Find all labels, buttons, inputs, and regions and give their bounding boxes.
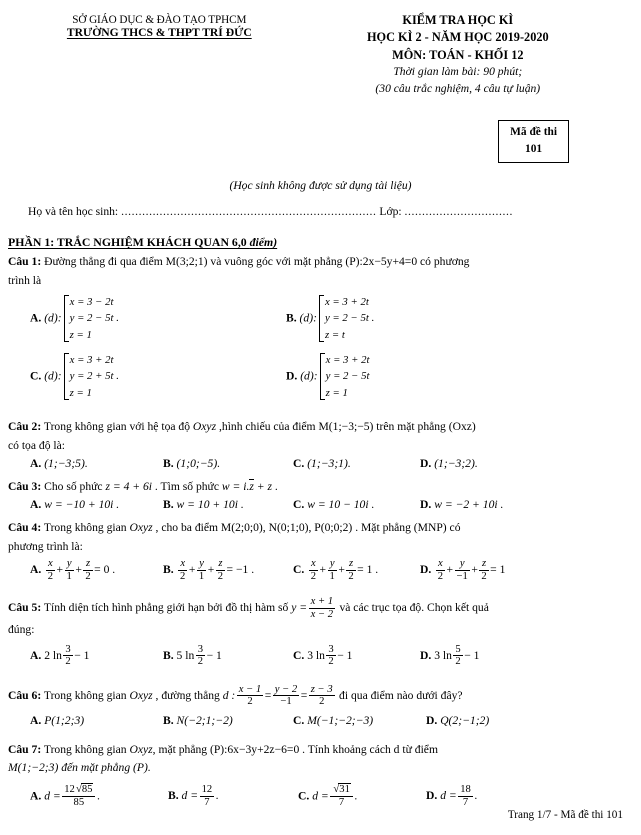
question-2-options — [8, 457, 629, 474]
question-3-option-c[interactable] — [293, 498, 374, 511]
question-5-options — [8, 644, 629, 672]
option-letter: B. — [163, 563, 174, 577]
option-letter: B. — [163, 713, 174, 727]
fraction-function: $\frac{x + 1}{x - 2}$ — [310, 596, 334, 620]
complex-number-z: z = 4 + 6i — [105, 479, 153, 493]
option-letter: C. — [298, 789, 310, 803]
option-tail: . — [354, 789, 358, 803]
system-line: z = 1 — [325, 386, 348, 399]
log-coefficient: 2 ln — [44, 648, 62, 662]
question-1 — [8, 253, 629, 414]
questions-container — [0, 253, 641, 814]
fraction-z: $\frac{z}{2}$ — [85, 558, 91, 582]
question-1-text: Đường thẳng đi qua điểm M(3;2;1) và vuông góc với mặt phẳng (P):2x−5y+4=0 có phương — [44, 255, 470, 269]
log-fraction: $\frac{3}{2}$ — [65, 643, 71, 667]
question-4-options — [8, 558, 629, 586]
option-prefix: (d): — [300, 369, 318, 383]
question-6-text-b: , đường thẳng — [152, 688, 223, 702]
option-letter: C. — [293, 713, 305, 727]
option-value: w = 10 − 10i . — [307, 498, 375, 512]
exam-code-value: 101 — [525, 143, 543, 156]
option-tail: . — [96, 789, 100, 803]
coordinate-system-label: Oxyz — [192, 419, 217, 433]
question-5-option-d[interactable] — [420, 644, 479, 668]
option-tail: . — [474, 789, 478, 803]
distance-lhs: d = — [312, 789, 329, 803]
question-6-option-a[interactable] — [30, 714, 84, 727]
exam-code-box — [498, 120, 569, 163]
question-6-text-a: Trong không gian — [43, 688, 130, 702]
student-class-field[interactable]: ............................... — [404, 205, 513, 219]
question-3-text-b: . Tìm số phức — [152, 479, 222, 493]
option-value: M(−1;−2;−3) — [307, 713, 374, 727]
system-brace — [63, 294, 119, 343]
question-2-option-d[interactable] — [420, 457, 478, 470]
option-prefix: (d): — [44, 311, 62, 325]
question-7-option-b[interactable] — [168, 784, 219, 808]
option-tail: . — [215, 789, 219, 803]
question-6-stem: Câu 6: Trong không gian Oxyz , đường thẳng d : $\frac{x - 1}{2}$ = $\frac{y - 2}{-1}$ = $\frac{z - 3}{2}$ đi qua điểm nào dưới đây? — [8, 683, 463, 708]
header-left-block — [22, 12, 297, 98]
exam-code-container — [0, 120, 641, 163]
function-y: y = — [291, 601, 308, 615]
question-7-option-c[interactable] — [298, 784, 357, 808]
fraction-simple: $\frac{18}{7}$ — [460, 784, 471, 808]
exam-subject: MÔN: TOÁN - KHỐI 12 — [392, 47, 524, 62]
question-7-text-a: Trong không gian — [43, 742, 130, 756]
question-5-stem-cont: đúng: — [8, 622, 35, 636]
fraction-sqrt: $\frac{12√85}{85}$ — [62, 784, 95, 808]
question-5-option-c[interactable] — [293, 644, 352, 668]
question-4-option-c[interactable]: C. $\frac{x}{2}$ + $\frac{y}{1}$ + $\frac{z}{2}$ = 1 . — [293, 558, 379, 582]
option-value: Q(2;−1;2) — [440, 713, 490, 727]
question-1-stem-cont: trình là — [8, 273, 42, 287]
question-4-option-d[interactable]: D. $\frac{x}{2}$ + $\frac{y}{-1}$ + $\frac{z}{2}$ = 1 — [420, 558, 506, 582]
question-2-option-c[interactable] — [293, 457, 351, 470]
question-3-text-a: Cho số phức — [44, 479, 106, 493]
student-class-label: Lớp: — [379, 205, 402, 219]
option-letter: A. — [30, 789, 42, 803]
option-letter: D. — [420, 563, 432, 577]
question-5-text-b: và các trục tọa độ. Chọn kết quả — [336, 601, 489, 615]
equation-rhs: = −1 . — [226, 563, 255, 577]
header-right-block — [297, 12, 619, 98]
fraction-sqrt: $\frac{√31}{7}$ — [330, 784, 353, 808]
question-4-option-b[interactable]: B. $\frac{x}{2}$ + $\frac{y}{1}$ + $\frac{z}{2}$ = −1 . — [163, 558, 255, 582]
fraction-2: $\frac{y - 2}{-1}$ — [274, 683, 298, 708]
option-letter: C. — [293, 498, 305, 512]
question-2-option-a[interactable] — [30, 457, 88, 470]
exam-notice: (Học sinh không được sử dụng tài liệu) — [229, 179, 412, 193]
question-1-stem — [8, 253, 629, 272]
coordinate-system-label: Oxyz — [129, 742, 153, 756]
option-letter: C. — [293, 648, 305, 662]
question-5-label: Câu 5: — [8, 601, 42, 615]
question-3-options — [8, 498, 629, 515]
question-3-option-d[interactable] — [420, 498, 503, 511]
question-1-option-d[interactable] — [286, 352, 370, 401]
complex-number-w-suffix: + z — [253, 479, 273, 493]
log-coefficient: 5 ln — [176, 648, 195, 662]
option-letter: B. — [163, 498, 174, 512]
question-5-text-a: Tính diện tích hình phẳng giới hạn bởi đồ thị hàm số — [43, 601, 292, 615]
question-1-options — [8, 294, 629, 399]
fraction-y: $\frac{y}{-1}$ — [456, 558, 468, 582]
system-line: z = 1 — [69, 386, 92, 399]
system-line: y = 2 − 5t — [325, 370, 370, 383]
question-2-option-b[interactable] — [163, 457, 220, 470]
option-letter: A. — [30, 311, 42, 325]
student-name-label: Họ và tên học sinh: — [28, 205, 119, 219]
option-letter: C. — [293, 456, 305, 470]
distance-lhs: d = — [181, 789, 199, 803]
log-tail: − 1 — [206, 648, 222, 662]
option-letter: A. — [30, 713, 42, 727]
option-value: (1;−3;1). — [307, 456, 351, 470]
fraction-3: $\frac{z - 3}{2}$ — [310, 683, 333, 708]
option-letter: A. — [30, 498, 42, 512]
system-brace — [63, 352, 119, 401]
document-header — [0, 0, 641, 98]
question-4-stem — [8, 519, 629, 538]
question-5-option-b[interactable] — [163, 644, 222, 668]
option-letter: B. — [168, 789, 179, 803]
distance-lhs: d = — [44, 789, 61, 803]
fraction-y: $\frac{y}{1}$ — [66, 558, 72, 582]
question-1-option-a[interactable] — [30, 294, 119, 343]
system-line: z = 1 — [69, 328, 92, 341]
exam-title: KIỂM TRA HỌC KÌ — [402, 13, 514, 27]
system-brace — [319, 352, 370, 401]
option-letter: D. — [420, 498, 432, 512]
exam-code-label: Mã đề thi — [510, 125, 557, 138]
fraction-z: $\frac{z}{2}$ — [348, 558, 354, 582]
equation-rhs: = 1 . — [357, 563, 379, 577]
option-letter: A. — [30, 456, 42, 470]
option-letter: B. — [286, 311, 297, 325]
fraction-z: $\frac{z}{2}$ — [217, 558, 224, 582]
question-4-stem-cont: phương trình là: — [8, 540, 83, 554]
option-letter: D. — [426, 713, 438, 727]
question-4-text-b: , cho ba điểm M(2;0;0), N(0;1;0), P(0;0;2) . Mặt phẳng (MNP) có — [152, 521, 461, 535]
system-line: x = 3 + 2t — [69, 353, 114, 366]
question-7-text-b: , mặt phẳng (P):6x−3y+2z−6=0 . Tính khoảng cách d từ điểm — [152, 742, 438, 756]
system-line: y = 2 + 5t . — [69, 370, 119, 383]
student-name-field[interactable]: ......................................................................... — [121, 205, 377, 219]
question-3-label: Câu 3: — [8, 479, 42, 493]
department-name: SỞ GIÁO DỤC & ĐÀO TẠO TPHCM — [72, 14, 247, 26]
part1-heading-italic: điểm) — [249, 235, 278, 250]
question-3-option-b[interactable] — [163, 498, 244, 511]
log-coefficient: 3 ln — [307, 648, 325, 662]
system-line: z = t — [324, 328, 345, 341]
question-7-label: Câu 7: — [8, 742, 42, 756]
system-line: x = 3 − 2t — [69, 295, 114, 308]
equation-rhs: = 1 — [490, 563, 506, 577]
question-5-stem — [8, 596, 629, 620]
option-letter: D. — [426, 789, 438, 803]
log-fraction: $\frac{3}{2}$ — [328, 643, 334, 667]
distance-lhs: d = — [440, 789, 457, 803]
system-brace — [318, 294, 374, 343]
log-tail: − 1 — [337, 648, 353, 662]
question-5 — [8, 596, 629, 671]
exam-term-year: HỌC KÌ 2 - NĂM HỌC 2019-2020 — [366, 30, 549, 45]
conjugate-z: z — [249, 479, 254, 493]
question-7-stem-cont: M(1;−2;3) đến mặt phẳng (P). — [8, 761, 151, 775]
question-4-text-a: Trong không gian — [43, 521, 130, 535]
log-tail: − 1 — [74, 648, 90, 662]
question-4-option-a[interactable]: A. $\frac{x}{2}$ + $\frac{y}{1}$ + $\frac{z}{2}$ = 0 . — [30, 558, 116, 582]
option-prefix: (d): — [44, 369, 62, 383]
question-7 — [8, 741, 629, 815]
option-letter: D. — [286, 369, 298, 383]
question-3 — [8, 478, 629, 516]
option-letter: A. — [30, 648, 42, 662]
system-line: x = 3 + 2t — [325, 353, 370, 366]
sqrt-icon: √31 — [333, 783, 350, 796]
question-3-text-c: . — [272, 479, 278, 493]
fraction-x: $\frac{x}{2}$ — [180, 558, 186, 582]
question-2-text-a: Trong không gian với hệ tọa độ — [43, 419, 193, 433]
option-value: N(−2;1;−2) — [176, 713, 233, 727]
question-4 — [8, 519, 629, 586]
option-letter: B. — [163, 648, 174, 662]
fraction-x: $\frac{x}{2}$ — [47, 558, 53, 582]
option-letter: D. — [420, 648, 432, 662]
question-3-stem — [8, 478, 629, 497]
fraction-y: $\frac{y}{1}$ — [198, 558, 205, 582]
page-footer: Trang 1/7 - Mã đề thi 101 — [507, 809, 623, 821]
system-line: y = 2 − 5t . — [324, 312, 375, 325]
option-letter: D. — [420, 456, 432, 470]
option-value: (1;0;−5). — [176, 456, 221, 470]
option-letter: C. — [293, 563, 305, 577]
option-letter: A. — [30, 563, 42, 577]
question-1-option-c[interactable] — [30, 352, 119, 401]
question-6-option-b[interactable] — [163, 714, 233, 727]
question-5-option-a[interactable] — [30, 644, 89, 668]
fraction-x: $\frac{x}{2}$ — [437, 558, 443, 582]
log-fraction: $\frac{3}{2}$ — [197, 643, 204, 667]
log-tail: − 1 — [464, 648, 480, 662]
option-letter: C. — [30, 369, 42, 383]
question-7-option-a[interactable] — [30, 784, 100, 808]
line-label-d: d : — [222, 688, 236, 702]
fraction-z: $\frac{z}{2}$ — [481, 558, 487, 582]
question-2-stem — [8, 418, 629, 437]
log-coefficient: 3 ln — [434, 648, 452, 662]
fraction-simple: $\frac{12}{7}$ — [201, 784, 213, 808]
option-value: w = −2 + 10i . — [434, 498, 504, 512]
question-6 — [8, 684, 629, 731]
question-7-option-d[interactable] — [426, 784, 477, 808]
question-6-option-c[interactable] — [293, 714, 373, 727]
exam-duration: Thời gian làm bài: 90 phút; — [393, 65, 523, 79]
question-6-text-c: đi qua điểm nào dưới đây? — [336, 688, 463, 702]
fraction-x: $\frac{x}{2}$ — [310, 558, 316, 582]
student-info-line — [0, 205, 641, 218]
question-6-option-d[interactable] — [426, 714, 489, 727]
option-value: (1;−3;5). — [44, 456, 88, 470]
question-3-option-a[interactable] — [30, 498, 119, 511]
coordinate-system-label: Oxyz — [129, 521, 153, 535]
option-prefix: (d): — [299, 311, 317, 325]
system-line: x = 3 + 2t — [324, 295, 369, 308]
coordinate-system-label: Oxyz — [129, 688, 153, 702]
log-fraction: $\frac{5}{2}$ — [455, 643, 461, 667]
system-line: y = 2 − 5t . — [69, 312, 119, 325]
question-1-option-b[interactable] — [286, 294, 374, 343]
part1-heading — [0, 235, 277, 250]
option-value: (1;−3;2). — [434, 456, 478, 470]
question-2-stem-cont: có tọa độ là: — [8, 438, 65, 452]
part1-heading-main: PHẦN 1: TRẮC NGHIỆM KHÁCH QUAN 6,0 — [8, 235, 250, 250]
complex-number-w-prefix: w = i. — [221, 479, 250, 493]
question-1-label: Câu 1: — [8, 255, 42, 269]
school-name: TRƯỜNG THCS & THPT TRÍ ĐỨC — [66, 26, 252, 39]
equation-rhs: = 0 . — [94, 563, 116, 577]
fraction-y: $\frac{y}{1}$ — [329, 558, 335, 582]
option-value: w = 10 + 10i . — [176, 498, 244, 512]
question-2-label: Câu 2: — [8, 419, 42, 433]
fraction-1: $\frac{x - 1}{2}$ — [238, 683, 262, 708]
option-value: w = −10 + 10i . — [44, 498, 120, 512]
sqrt-icon: √85 — [75, 783, 93, 796]
option-value: P(1;2;3) — [44, 713, 85, 727]
exam-structure: (30 câu trắc nghiệm, 4 câu tự luận) — [375, 82, 541, 96]
question-2 — [8, 418, 629, 474]
question-7-stem — [8, 741, 629, 760]
question-2-text-b: ,hình chiếu của điểm M(1;−3;−5) trên mặt phẳng (Oxz) — [216, 419, 476, 433]
question-6-label: Câu 6: — [8, 688, 42, 702]
option-letter: B. — [163, 456, 174, 470]
question-6-options — [8, 714, 629, 731]
question-4-label: Câu 4: — [8, 521, 42, 535]
